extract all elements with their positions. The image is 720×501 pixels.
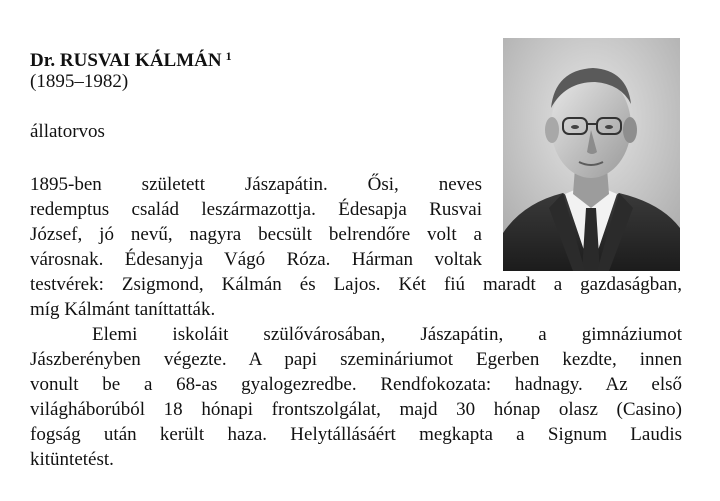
person-name-heading <box>30 44 232 73</box>
bio-line: redemptus család leszármazottja. Édesapja Rusvai <box>30 199 482 220</box>
bio-line: világháborúból 18 hónapi frontszolgálat, majd 30 hónap olasz (Casino) <box>30 399 682 420</box>
bio-line: 1895-ben született Jászapátin. Ősi, neves <box>30 174 482 195</box>
bio-line: vonult be a 68-as gyalogezredbe. Rendfokozata: hadnagy. Az első <box>30 374 682 395</box>
bio-line: kitüntetést. <box>30 449 114 470</box>
bio-line: míg Kálmánt taníttatták. <box>30 299 216 320</box>
bio-line: Jászberényben végezte. A papi szemináriumot Egerben kezdte, innen <box>30 349 682 370</box>
life-years: (1895–1982) <box>30 71 129 92</box>
bio-line: Elemi iskoláit szülővárosában, Jászapátin, a gimnáziumot <box>92 324 682 345</box>
biography-text <box>30 172 682 472</box>
bio-line: városnak. Édesanyja Vágó Róza. Hárman voltak <box>30 249 482 270</box>
person-name: Dr. RUSVAI KÁLMÁN <box>30 50 222 71</box>
footnote-marker: 1 <box>225 49 232 63</box>
bio-line: testvérek: Zsigmond, Kálmán és Lajos. Két fiú maradt a gazdaságban, <box>30 274 682 295</box>
profession-label: állatorvos <box>30 121 105 142</box>
bio-line: József, jó nevű, nagyra becsült belrendőre volt a <box>30 224 482 245</box>
bio-line: fogság után került haza. Helytállásáért megkapta a Signum Laudis <box>30 424 682 445</box>
